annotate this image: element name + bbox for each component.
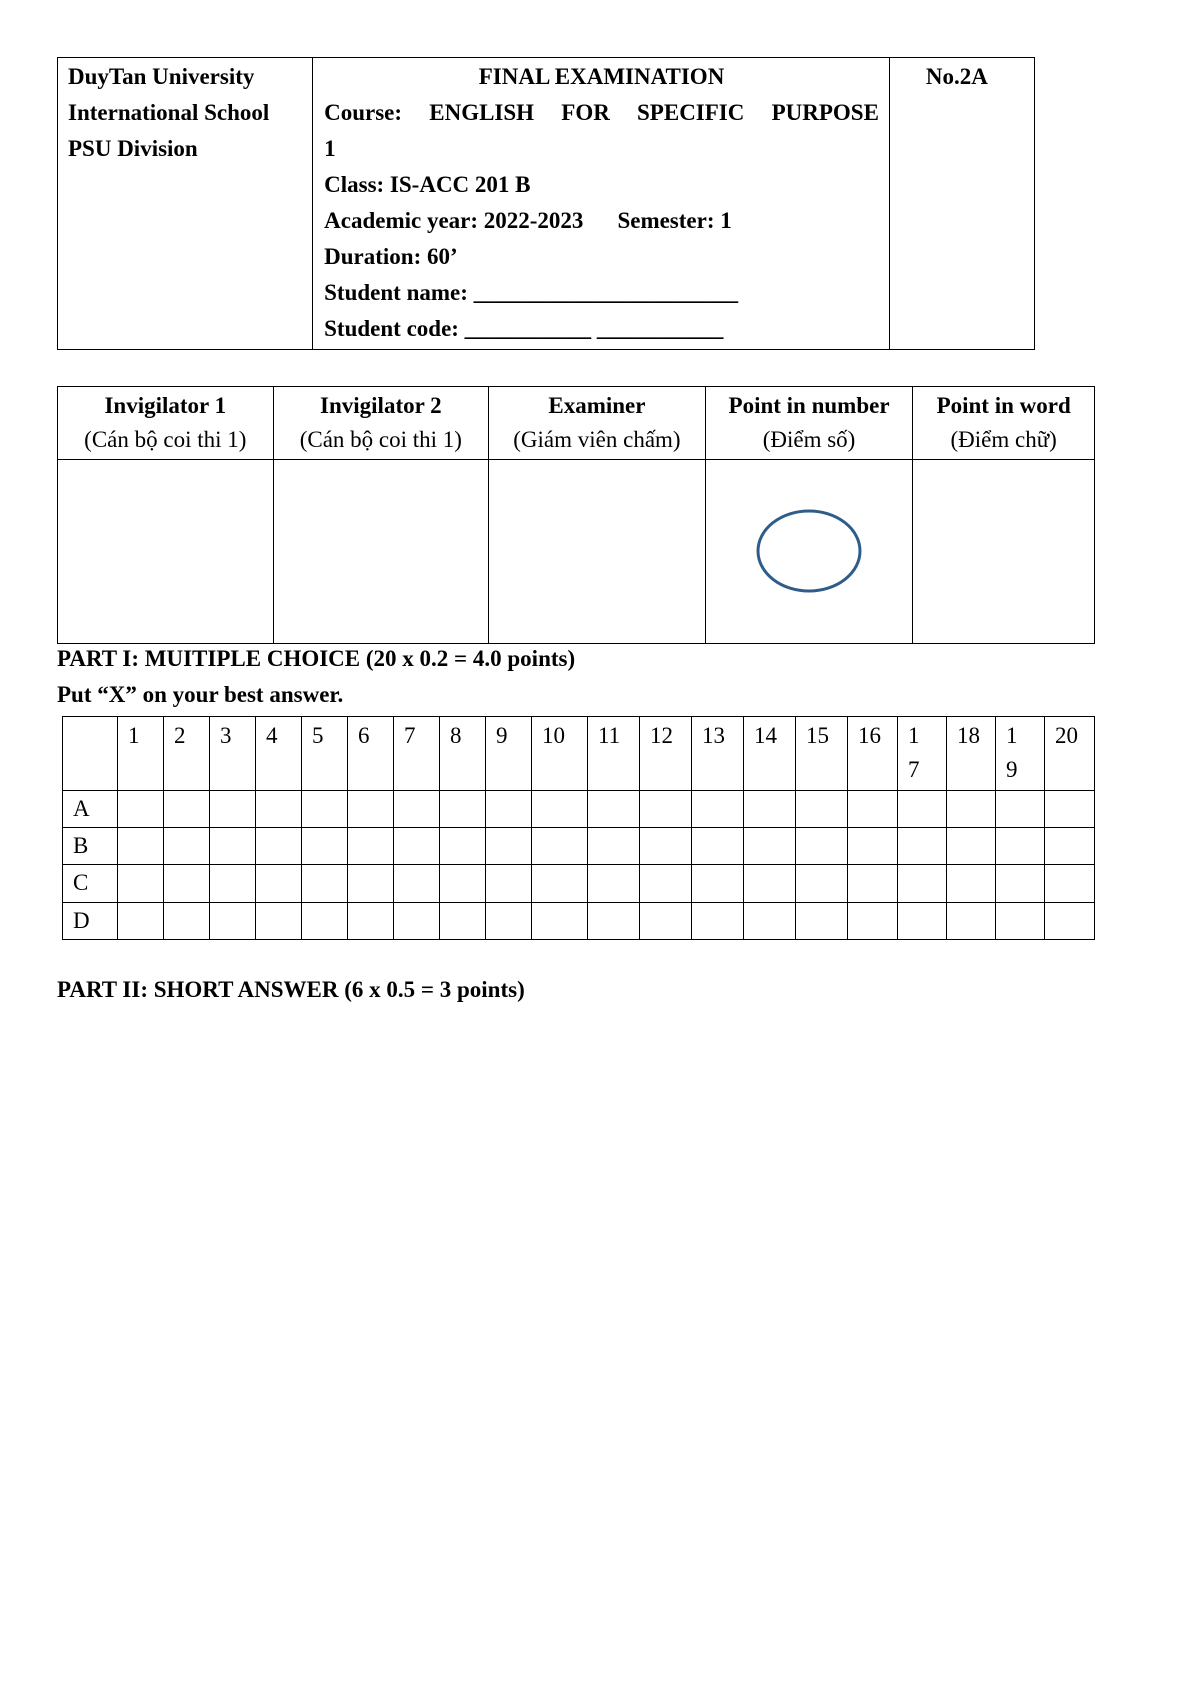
answer-cell[interactable] (486, 790, 532, 827)
answer-cell[interactable] (532, 827, 588, 864)
invigilator-2-header: Invigilator 2 (Cán bộ coi thi 1) (273, 387, 489, 460)
option-label-cell (63, 865, 118, 902)
invigilator-1-signature-box[interactable] (58, 460, 274, 644)
question-number-cell (440, 717, 486, 791)
question-number-row (63, 717, 1095, 791)
answer-grid (62, 716, 1095, 940)
answer-cell[interactable] (486, 865, 532, 902)
answer-cell[interactable] (947, 827, 996, 864)
invigilator-1-header: Invigilator 1 (Cán bộ coi thi 1) (58, 387, 274, 460)
question-number: 3 (220, 723, 232, 748)
answer-cell[interactable] (588, 902, 640, 939)
question-number: 19 (1006, 723, 1018, 782)
answer-cell[interactable] (118, 827, 164, 864)
option-label: A (73, 795, 90, 821)
answer-cell[interactable] (486, 902, 532, 939)
answer-cell[interactable] (796, 827, 848, 864)
question-number: 4 (266, 723, 278, 748)
question-number-cell (1045, 717, 1095, 791)
answer-cell[interactable] (256, 902, 302, 939)
answer-cell[interactable] (394, 865, 440, 902)
answer-cell[interactable] (996, 790, 1045, 827)
question-number: 2 (174, 723, 186, 748)
question-number-cell (164, 717, 210, 791)
answer-cell[interactable] (532, 790, 588, 827)
question-number-cell (532, 717, 588, 791)
option-row (63, 902, 1095, 939)
option-label: C (73, 870, 89, 896)
answer-cell[interactable] (640, 865, 692, 902)
answer-cell[interactable] (302, 827, 348, 864)
option-label: B (73, 832, 89, 858)
question-number: 12 (650, 723, 673, 748)
question-number-cell (256, 717, 302, 791)
course-number: 1 (324, 136, 336, 161)
question-number: 1 (128, 723, 140, 748)
exam-number: No.2A (925, 64, 988, 89)
answer-cell[interactable] (118, 902, 164, 939)
exam-header-table (57, 57, 1035, 350)
question-number-cell (640, 717, 692, 791)
question-number-cell (118, 717, 164, 791)
part1-instruction: Put “X” on your best answer. (57, 682, 344, 707)
answer-cell[interactable] (947, 790, 996, 827)
answer-cell[interactable] (210, 902, 256, 939)
invigilator-2-signature-box[interactable] (273, 460, 489, 644)
answer-cell[interactable] (744, 790, 796, 827)
question-number: 17 (908, 723, 920, 782)
answer-cell[interactable] (898, 902, 947, 939)
answer-cell[interactable] (947, 865, 996, 902)
answer-cell[interactable] (796, 790, 848, 827)
examiner-header: Examiner (Giám viên chấm) (489, 387, 706, 460)
answer-cell[interactable] (996, 902, 1045, 939)
answer-cell[interactable] (302, 902, 348, 939)
answer-cell[interactable] (164, 827, 210, 864)
institution-cell (58, 58, 313, 350)
answer-cell[interactable] (588, 865, 640, 902)
question-number: 14 (754, 723, 777, 748)
question-number: 20 (1055, 723, 1078, 748)
answer-cell[interactable] (118, 790, 164, 827)
option-label-cell (63, 827, 118, 864)
answer-cell[interactable] (1045, 902, 1095, 939)
option-row (63, 827, 1095, 864)
question-number: 16 (858, 723, 881, 748)
answer-cell[interactable] (848, 827, 898, 864)
class-line: Class: IS-ACC 201 B (324, 172, 531, 197)
answer-cell[interactable] (996, 865, 1045, 902)
answer-cell[interactable] (210, 790, 256, 827)
question-number-cell (588, 717, 640, 791)
answer-cell[interactable] (640, 902, 692, 939)
question-number-cell (996, 717, 1045, 791)
answer-cell[interactable] (348, 790, 394, 827)
answer-cell[interactable] (394, 790, 440, 827)
answer-cell[interactable] (796, 902, 848, 939)
answer-cell[interactable] (348, 827, 394, 864)
answer-cell[interactable] (256, 827, 302, 864)
answer-cell[interactable] (256, 790, 302, 827)
answer-cell[interactable] (1045, 865, 1095, 902)
answer-cell[interactable] (118, 865, 164, 902)
exam-title: FINAL EXAMINATION (478, 64, 725, 89)
point-in-word-box[interactable] (913, 460, 1095, 644)
answer-cell[interactable] (348, 865, 394, 902)
division-name: PSU Division (68, 136, 198, 161)
answer-cell[interactable] (692, 790, 744, 827)
question-number-cell (744, 717, 796, 791)
question-number-cell (692, 717, 744, 791)
signature-score-table (57, 386, 1095, 644)
course-word: SPECIFIC (637, 100, 745, 125)
answer-cell[interactable] (210, 865, 256, 902)
answer-cell[interactable] (394, 827, 440, 864)
question-number-cell (848, 717, 898, 791)
question-number-cell (486, 717, 532, 791)
answer-cell[interactable] (996, 827, 1045, 864)
answer-cell[interactable] (588, 790, 640, 827)
answer-cell[interactable] (210, 827, 256, 864)
answer-cell[interactable] (898, 865, 947, 902)
answer-cell[interactable] (164, 902, 210, 939)
part2-title: PART II: SHORT ANSWER (6 x 0.5 = 3 points) (57, 977, 525, 1002)
answer-cell[interactable] (164, 790, 210, 827)
question-number-cell (947, 717, 996, 791)
answer-cell[interactable] (848, 865, 898, 902)
duration-line: Duration: 60’ (324, 244, 458, 269)
question-number-cell (210, 717, 256, 791)
answer-cell[interactable] (588, 827, 640, 864)
question-number: 13 (702, 723, 725, 748)
option-label: D (73, 907, 90, 933)
answer-cell[interactable] (796, 865, 848, 902)
answer-cell[interactable] (1045, 827, 1095, 864)
school-name: International School (68, 100, 270, 125)
answer-cell[interactable] (744, 865, 796, 902)
answer-cell[interactable] (440, 902, 486, 939)
university-name: DuyTan University (68, 64, 255, 89)
answer-cell[interactable] (394, 902, 440, 939)
question-number-cell (302, 717, 348, 791)
answer-cell[interactable] (744, 827, 796, 864)
course-word: ENGLISH (429, 100, 535, 125)
exam-info-cell (313, 58, 890, 350)
point-in-number-header: Point in number (Điểm số) (705, 387, 913, 460)
answer-cell[interactable] (532, 902, 588, 939)
question-number: 15 (806, 723, 829, 748)
examiner-signature-box[interactable] (489, 460, 706, 644)
question-number: 7 (404, 723, 416, 748)
answer-cell[interactable] (302, 865, 348, 902)
answer-cell[interactable] (486, 827, 532, 864)
question-number-cell (898, 717, 947, 791)
student-name-field[interactable]: Student name: _______________________ (324, 280, 739, 305)
point-in-word-header: Point in word (Điểm chữ) (913, 387, 1095, 460)
circle-mark-icon (754, 508, 864, 594)
answer-cell[interactable] (898, 827, 947, 864)
answer-cell[interactable] (692, 865, 744, 902)
semester: Semester: 1 (617, 208, 732, 233)
answer-cell[interactable] (440, 827, 486, 864)
answer-cell[interactable] (348, 902, 394, 939)
answer-cell[interactable] (692, 902, 744, 939)
answer-cell[interactable] (744, 902, 796, 939)
answer-cell[interactable] (440, 790, 486, 827)
question-number: 18 (957, 723, 980, 748)
answer-cell[interactable] (532, 865, 588, 902)
question-number: 10 (542, 723, 565, 748)
answer-cell[interactable] (640, 790, 692, 827)
course-word: FOR (561, 100, 610, 125)
grid-corner-cell (63, 717, 118, 791)
answer-cell[interactable] (848, 790, 898, 827)
question-number: 9 (496, 723, 508, 748)
answer-cell[interactable] (692, 827, 744, 864)
academic-year-line (324, 203, 879, 239)
course-line (324, 95, 879, 131)
course-label: Course: (324, 100, 403, 125)
question-number: 11 (598, 723, 621, 748)
option-row (63, 790, 1095, 827)
answer-cell[interactable] (1045, 790, 1095, 827)
academic-year: Academic year: 2022-2023 (324, 208, 584, 233)
question-number-cell (394, 717, 440, 791)
question-number: 5 (312, 723, 324, 748)
question-number: 6 (358, 723, 370, 748)
answer-cell[interactable] (640, 827, 692, 864)
answer-cell[interactable] (164, 865, 210, 902)
answer-cell[interactable] (440, 865, 486, 902)
point-in-number-box[interactable] (705, 460, 913, 644)
answer-cell[interactable] (947, 902, 996, 939)
answer-cell[interactable] (898, 790, 947, 827)
question-number-cell (796, 717, 848, 791)
exam-number-cell (889, 58, 1034, 350)
answer-cell[interactable] (302, 790, 348, 827)
answer-cell[interactable] (848, 902, 898, 939)
course-word: PURPOSE (771, 100, 879, 125)
part1-title: PART I: MUITIPLE CHOICE (20 x 0.2 = 4.0 points) (57, 646, 576, 671)
option-label-cell (63, 790, 118, 827)
option-row (63, 865, 1095, 902)
question-number-cell (348, 717, 394, 791)
option-label-cell (63, 902, 118, 939)
student-code-field[interactable]: Student code: ___________ ___________ (324, 316, 724, 341)
question-number: 8 (450, 723, 462, 748)
answer-cell[interactable] (256, 865, 302, 902)
